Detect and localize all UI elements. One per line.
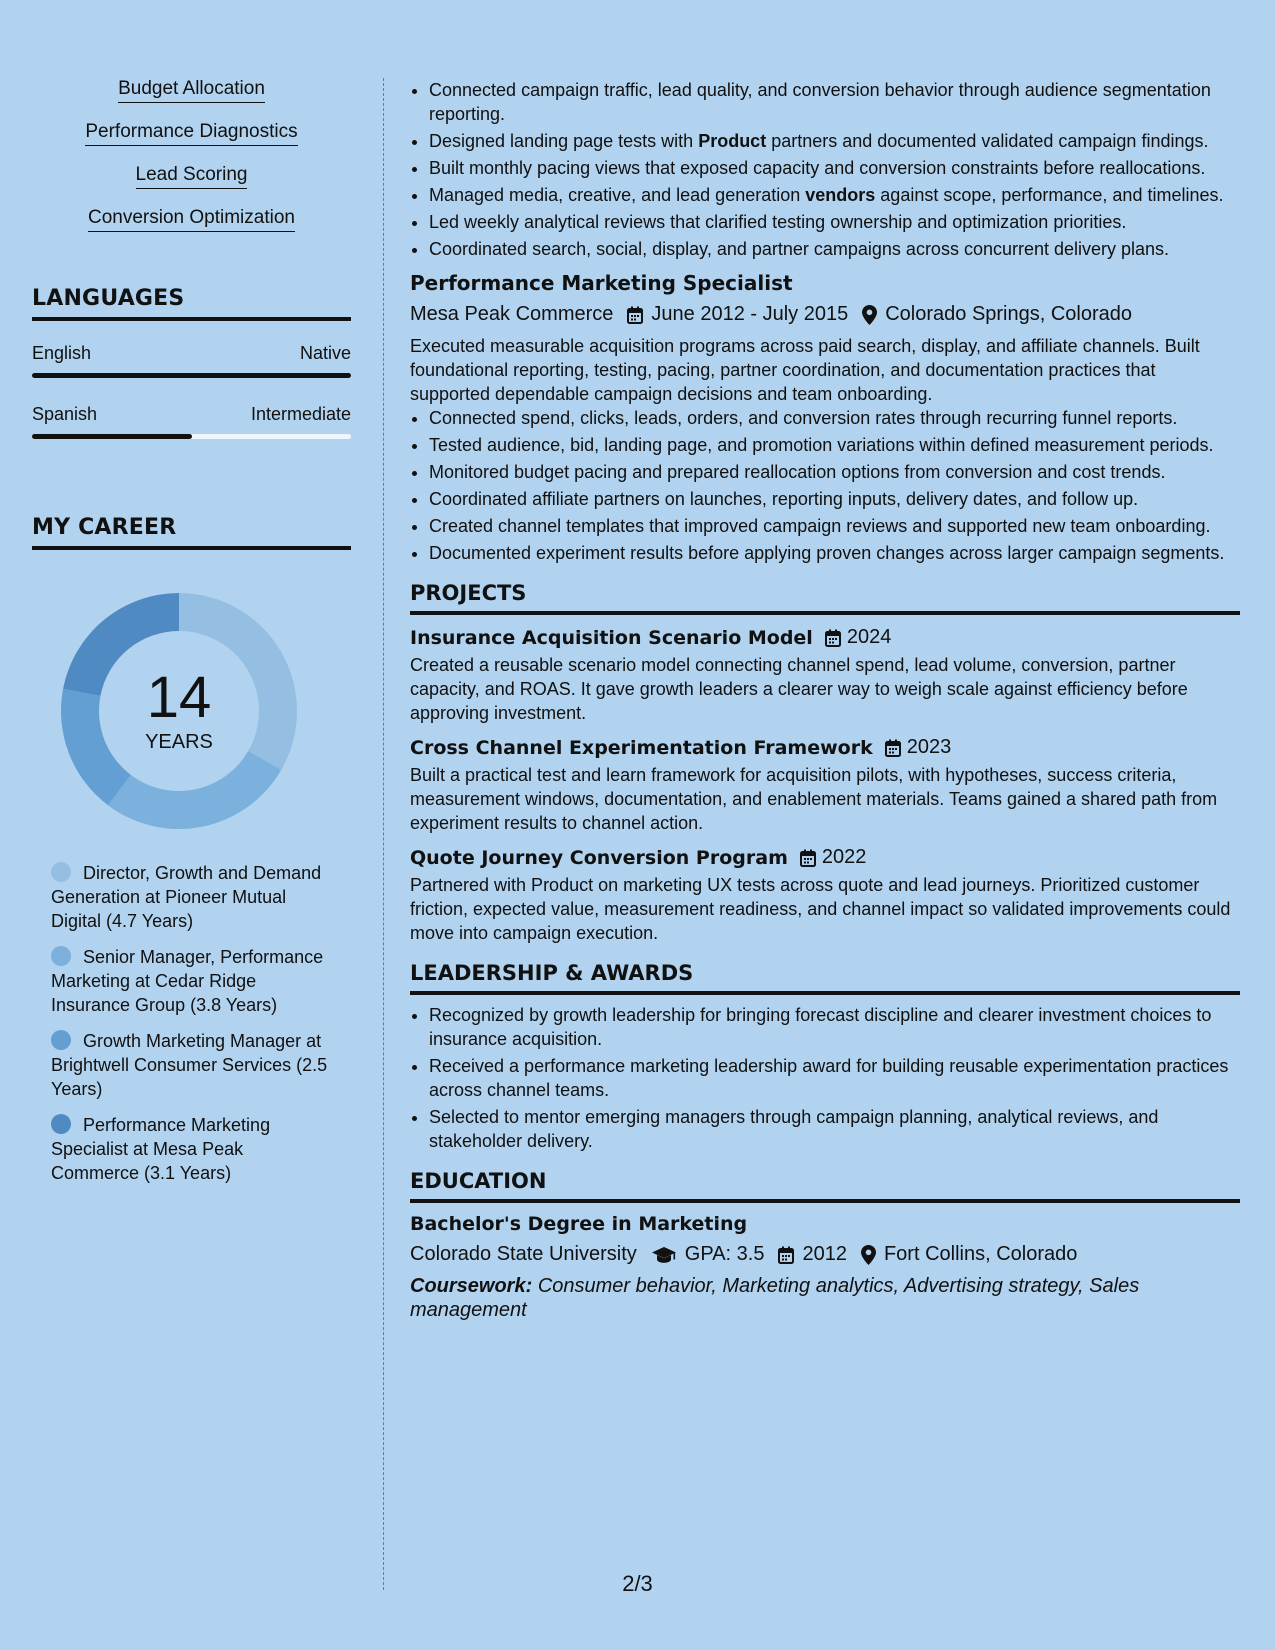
language-name: Spanish — [32, 404, 98, 424]
projects-heading: PROJECTS — [410, 581, 1240, 615]
bullet-item: • Designed landing page tests with Product partners and documented validated campaign findings. — [429, 129, 1240, 153]
skill-tag: Performance Diagnostics — [85, 121, 297, 146]
project-year: 2024 — [846, 626, 892, 648]
bullet-item: • Built monthly pacing views that exposed capacity and conversion constraints before reallocations. — [429, 156, 1240, 180]
skill-tag: Lead Scoring — [136, 164, 248, 189]
award-item: • Recognized by growth leadership for bringing forecast discipline and clearer investment choices to insurance acquisition. — [429, 1003, 1240, 1051]
page-number: 2/3 — [622, 1571, 653, 1596]
career-legend-item — [51, 1113, 331, 1185]
award-item: • Selected to mentor emerging managers through campaign planning, analytical reviews, and stakeholder delivery. — [429, 1105, 1240, 1153]
bullet-item: • Led weekly analytical reviews that clarified testing ownership and optimization priorities. — [429, 210, 1240, 234]
education-meta — [410, 1243, 1240, 1266]
school-location: Fort Collins, Colorado — [883, 1243, 1078, 1265]
career-legend-item — [51, 861, 331, 933]
project-title: Insurance Acquisition Scenario Model — [410, 626, 813, 649]
bullet-item: • Managed media, creative, and lead generation vendors against scope, performance, and timelines. — [429, 183, 1240, 207]
legend-dot — [51, 862, 71, 882]
previous-job-bullets — [410, 78, 1240, 261]
job-title: Performance Marketing Specialist — [410, 271, 793, 295]
coursework-text: Consumer behavior, Marketing analytics, Advertising strategy, Sales management — [410, 1275, 1140, 1321]
job-company: Mesa Peak Commerce — [410, 303, 614, 325]
map-pin-icon — [861, 1245, 876, 1265]
bullet-item: • Connected campaign traffic, lead quality, and conversion behavior through audience segmentation reporting. — [429, 78, 1240, 126]
language-bar-fill — [32, 373, 351, 378]
school-name: Colorado State University — [410, 1243, 637, 1265]
project-entry — [410, 626, 1240, 725]
column-divider — [383, 78, 384, 1590]
graduation-year: 2012 — [802, 1243, 847, 1265]
legend-dot — [51, 1114, 71, 1134]
language-english — [32, 343, 351, 378]
project-entry — [410, 846, 1240, 945]
bullet-item: • Connected spend, clicks, leads, orders, and conversion rates through recurring funnel reports. — [429, 406, 1240, 430]
job-description: Executed measurable acquisition programs across paid search, display, and affiliate channels. Built foundational reporting, testing, pacing, partner coordination, and documentation practices that supported dependable campaign decisions and team onboarding. — [410, 336, 1200, 404]
language-level: Intermediate — [250, 404, 351, 424]
job-entry — [410, 271, 1240, 565]
bullet-item: • Coordinated affiliate partners on launches, reporting inputs, delivery dates, and follow up. — [429, 487, 1240, 511]
sidebar — [32, 78, 351, 1197]
legend-label: Director, Growth and Demand Generation at Pioneer Mutual Digital (4.7 Years) — [51, 863, 322, 931]
awards-list — [410, 1003, 1240, 1153]
project-year: 2023 — [906, 736, 952, 758]
legend-dot — [51, 946, 71, 966]
bullet-item: • Documented experiment results before applying proven changes across larger campaign segments. — [429, 541, 1240, 565]
career-heading: MY CAREER — [32, 515, 351, 550]
project-entry — [410, 736, 1240, 835]
project-description: Built a practical test and learn framework for acquisition pilots, with hypotheses, success criteria, measurement windows, documentation, and enablement materials. Teams gained a shared path from experiment results to channel action. — [410, 765, 1218, 833]
coursework-label: Coursework: — [410, 1275, 533, 1297]
job-bullets — [410, 406, 1240, 565]
project-title: Cross Channel Experimentation Framework — [410, 736, 873, 759]
bullet-item: • Tested audience, bid, landing page, and promotion variations within defined measurement periods. — [429, 433, 1240, 457]
donut-center — [59, 591, 299, 831]
job-dates: June 2012 - July 2015 — [651, 303, 849, 325]
coursework — [410, 1274, 1240, 1322]
career-years-total: 14 — [146, 665, 212, 730]
calendar-icon — [885, 739, 901, 757]
project-description: Partnered with Product on marketing UX tests across quote and lead journeys. Prioritized customer friction, expected value, measurement readiness, and channel impact so validated improvements could move into campaign execution. — [410, 875, 1231, 943]
calendar-icon — [825, 629, 841, 647]
bullet-item: • Monitored budget pacing and prepared reallocation options from conversion and cost trends. — [429, 460, 1240, 484]
job-location: Colorado Springs, Colorado — [885, 303, 1133, 325]
career-donut-chart — [59, 591, 299, 831]
language-spanish — [32, 404, 351, 439]
legend-label: Senior Manager, Performance Marketing at Cedar Ridge Insurance Group (3.8 Years) — [51, 947, 324, 1015]
calendar-icon — [778, 1246, 794, 1264]
main-column — [410, 78, 1240, 1322]
career-legend-item — [51, 945, 331, 1017]
degree-title: Bachelor's Degree in Marketing — [410, 1213, 748, 1235]
language-bar — [32, 434, 351, 439]
career-legend — [51, 861, 331, 1185]
education-entry — [410, 1213, 1240, 1322]
education-heading: EDUCATION — [410, 1169, 1240, 1203]
job-meta — [410, 303, 1240, 326]
award-item: • Received a performance marketing leadership award for building reusable experimentation practices across channel teams. — [429, 1054, 1240, 1102]
project-title: Quote Journey Conversion Program — [410, 846, 788, 869]
gpa: GPA: 3.5 — [684, 1243, 765, 1265]
awards-heading: LEADERSHIP & AWARDS — [410, 961, 1240, 995]
legend-label: Performance Marketing Specialist at Mesa Peak Commerce (3.1 Years) — [51, 1115, 271, 1183]
skill-tag: Conversion Optimization — [88, 207, 295, 232]
calendar-icon — [627, 306, 643, 324]
legend-label: Growth Marketing Manager at Brightwell Consumer Services (2.5 Years) — [51, 1031, 328, 1099]
language-bar-fill — [32, 434, 192, 439]
language-bar — [32, 373, 351, 378]
languages-heading: LANGUAGES — [32, 286, 351, 321]
career-legend-item — [51, 1029, 331, 1101]
project-description: Created a reusable scenario model connecting channel spend, lead volume, conversion, partner capacity, and ROAS. It gave growth leaders a clearer way to weigh scale against efficiency before approving investment. — [410, 655, 1188, 723]
language-level: Native — [299, 343, 351, 363]
career-years-label: YEARS — [145, 731, 213, 753]
map-pin-icon — [862, 305, 877, 325]
language-name: English — [32, 343, 92, 363]
legend-dot — [51, 1030, 71, 1050]
skills-list — [32, 78, 351, 250]
bullet-item: • Coordinated search, social, display, and partner campaigns across concurrent delivery plans. — [429, 237, 1240, 261]
skill-tag: Budget Allocation — [118, 78, 265, 103]
bullet-item: • Created channel templates that improved campaign reviews and supported new team onboarding. — [429, 514, 1240, 538]
project-year: 2022 — [821, 846, 867, 868]
calendar-icon — [800, 849, 816, 867]
graduation-cap-icon — [651, 1246, 677, 1264]
